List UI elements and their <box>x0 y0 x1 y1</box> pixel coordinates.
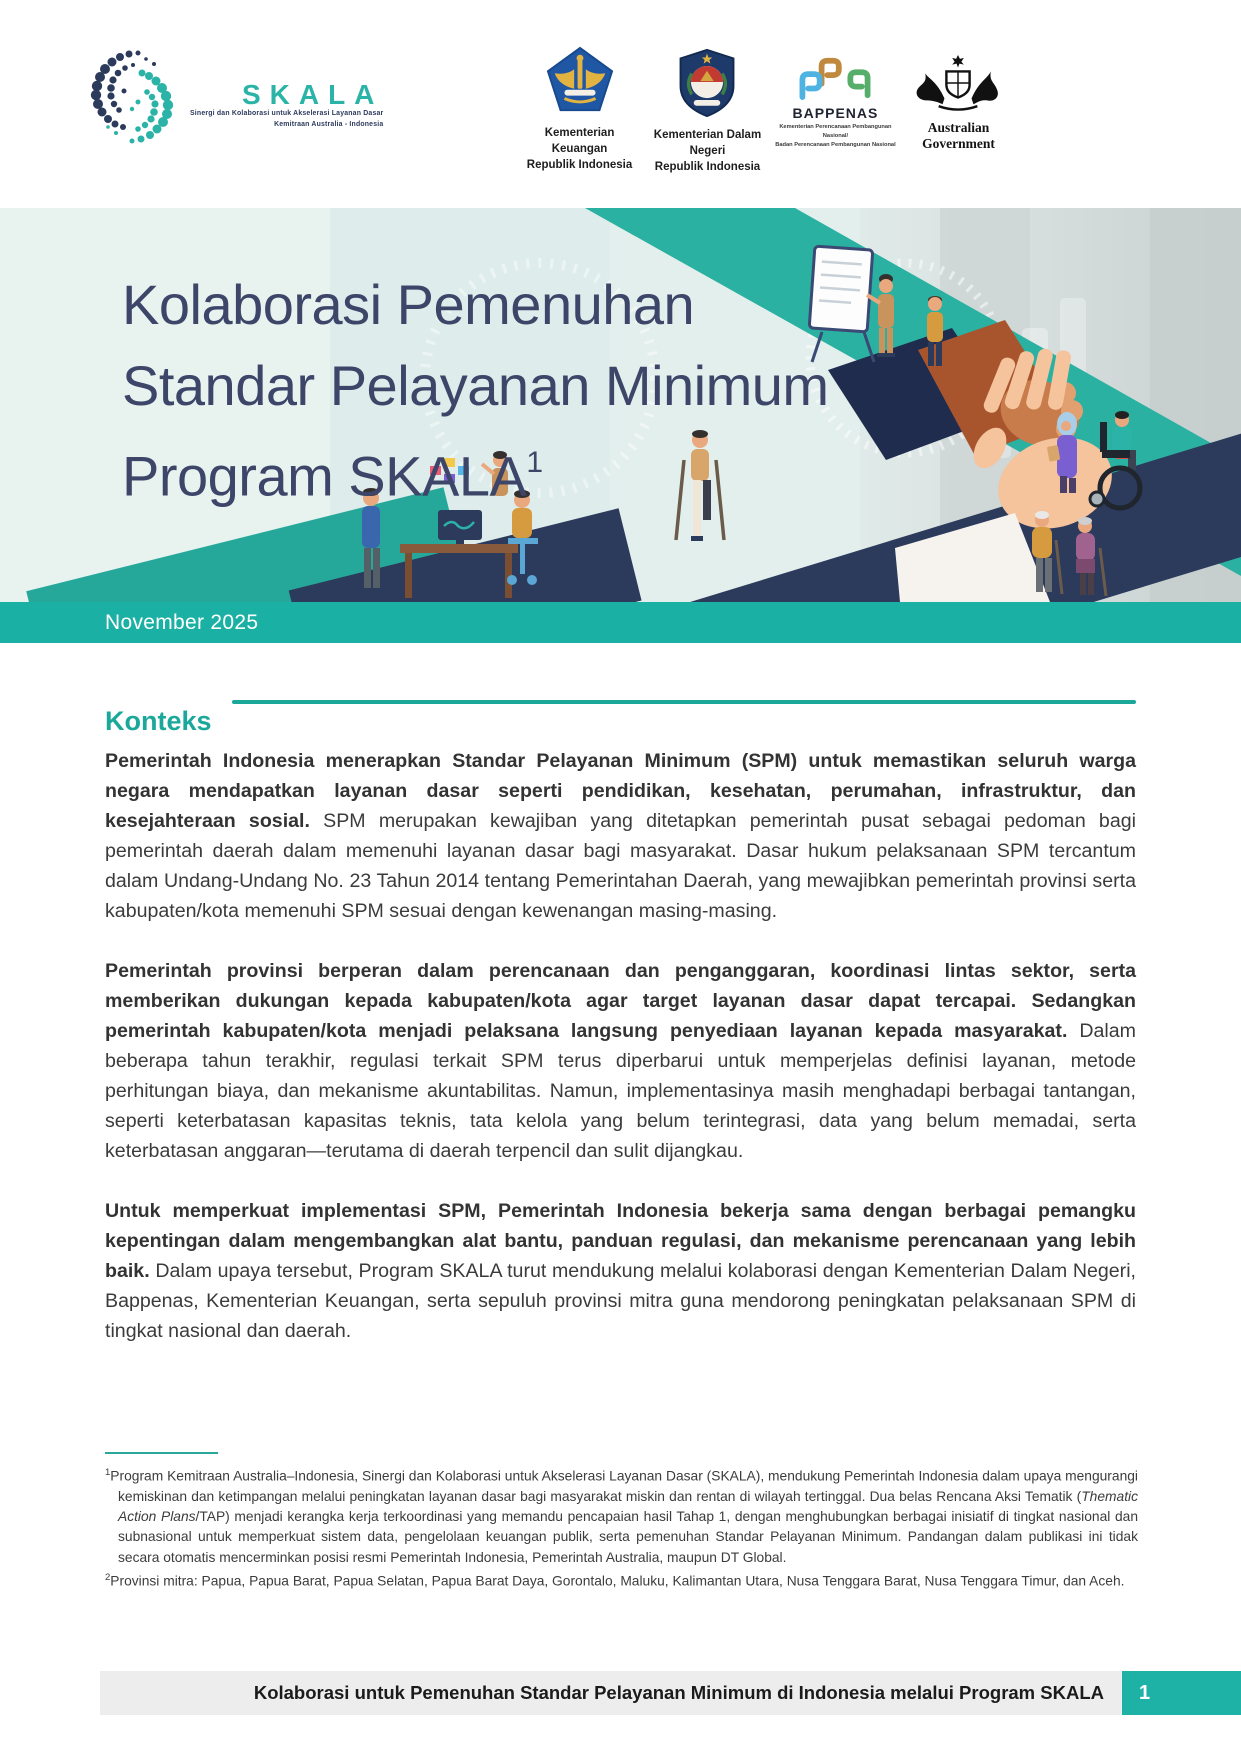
footnotes <box>105 1463 1138 1592</box>
kemendagri-logo-icon <box>677 48 737 118</box>
skala-tagline-2: Kemitraan Australia - Indonesia <box>274 121 384 128</box>
kemendagri-logo <box>641 44 774 175</box>
title-footnote-marker: 1 <box>526 446 543 479</box>
date-bar <box>0 602 1241 643</box>
footer-title-bar <box>100 1671 1122 1715</box>
partner-logos <box>518 44 1020 175</box>
publication-date: November 2025 <box>105 610 259 634</box>
skala-wordmark: SKALA <box>241 79 384 111</box>
page-number-badge: 1 <box>1122 1671 1241 1715</box>
bappenas-sub: Kementerian Perencanaan Pembangunan Nasional/ Badan Perencanaan Pembangunan Nasional <box>775 124 896 148</box>
bappenas-logo-icon <box>789 54 881 100</box>
kemenkeu-logo <box>518 44 641 175</box>
bappenas-logo <box>774 44 897 175</box>
body-text <box>105 746 1136 1376</box>
footer-title: Kolaborasi untuk Pemenuhan Standar Pelayanan Minimum di Indonesia melalui Program SKALA <box>253 1682 1104 1703</box>
paragraph-3: Untuk memperkuat implementasi SPM, Pemerintah Indonesia bekerja sama dengan berbagai pemangku kepentingan dalam mengembangkan alat bantu, panduan regulasi, dan mekanisme perencanaan yang lebih baik. Dalam upaya tersebut, Program SKALA turut mendukung melalui kolaborasi dengan Kementerian Dalam Negeri, Bappenas, Kementerian Keuangan, serta sepuluh provinsi mitra guna mendorong peningkatan pelaksanaan SPM di tingkat nasional dan daerah. <box>105 1200 1136 1342</box>
paragraph-2: Pemerintah provinsi berperan dalam perencanaan dan penganggaran, koordinasi lintas sektor, serta memberikan dukungan kepada kabupaten/kota agar target layanan dasar dapat tercapai. Sedangkan pemerintah kabupaten/kota menjadi pelaksana langsung penyediaan layanan kepada masyarakat. Dalam beberapa tahun terakhir, regulasi terkait SPM terus diperbarui untuk memperjelas definisi layanan, metode perhitungan biaya, dan mekanisme akuntabilitas. Namun, implementasinya masih menghadapi berbagai tantangan, seperti keterbatasan kapasitas teknis, tata kelola yang belum terintegrasi, data yang belum memadai, serta keterbatasan anggaran—terutama di daerah terpencil dan sulit dijangkau. <box>105 960 1136 1162</box>
footnote-divider <box>105 1452 218 1454</box>
bappenas-wordmark: BAPPENAS <box>792 105 879 121</box>
footnote-1: $^1$Program Kemitraan Australia–Indonesia, Sinergi dan Kolaborasi untuk Akselerasi Layanan Dasar (SKALA), mendukung Pemerintah Indonesia dalam upaya mengurangi kemiskinan dan ketimpangan melalui peningkatan layanan dasar bagi masyarakat miskin dan rentan di wilayah tertinggal. Dua belas Rencana Aksi Tematik (Thematic Action Plans/TAP) menjadi kerangka kerja terkoordinasi yang memandu pencapaian hasil Tahap 1, dengan menghubungkan berbagai inisiatif di tingkat nasional dan subnasional untuk memperkuat sistem data, pengelolaan keuangan publik, serta pemenuhan Standar Pelayanan Minimum. Pandangan dalam publikasi ini tidak secara otomatis mencerminkan posisi resmi Pemerintah Indonesia, Pemerintah Australia, maupun DT Global. <box>105 1467 1138 1565</box>
australian-government-label: Australian Government <box>922 120 995 151</box>
paragraph-1: Pemerintah Indonesia menerapkan Standar Pelayanan Minimum (SPM) untuk memastikan seluruh warga negara mendapatkan layanan dasar seperti pendidikan, kesehatan, perumahan, infrastruktur, dan kesejahteraan sosial. SPM merupakan kewajiban yang ditetapkan pemerintah pusat sebagai pedoman bagi pemerintah daerah dalam memenuhi layanan dasar bagi masyarakat. Dasar hukum pelaksanaan SPM tercantum dalam Undang-Undang No. 23 Tahun 2014 tentang Pemerintahan Daerah, yang mewajibkan pemerintah provinsi serta kabupaten/kota memenuhi SPM sesuai dengan kewenangan masing-masing. <box>105 750 1136 922</box>
section-heading-rule <box>232 700 1136 704</box>
title-line-2: Standar Pelayanan Minimum <box>122 354 829 417</box>
header <box>0 38 1241 180</box>
kemendagri-label: Kementerian Dalam Negeri Republik Indonesia <box>653 129 762 174</box>
skala-logo <box>86 46 383 148</box>
page-title <box>122 264 829 517</box>
kemenkeu-label: Kementerian Keuangan Republik Indonesia <box>526 127 633 172</box>
title-line-1: Kolaborasi Pemenuhan <box>122 273 695 336</box>
skala-logo-icon <box>86 46 178 148</box>
section-heading: Konteks <box>105 706 212 737</box>
skala-tagline-1: Sinergi dan Kolaborasi untuk Akselerasi Layanan Dasar <box>190 110 384 118</box>
kemenkeu-logo-icon <box>544 46 616 116</box>
footnote-2: $^2$Provinsi mitra: Papua, Papua Barat, Papua Selatan, Papua Barat Daya, Gorontalo, Maluku, Kalimantan Utara, Nusa Tenggara Barat, Nusa Tenggara Timur, dan Aceh. <box>105 1572 1125 1589</box>
hero-banner <box>0 208 1241 602</box>
australian-government-crest-icon <box>899 54 1017 112</box>
australian-government-logo <box>897 44 1020 175</box>
title-line-3: Program SKALA$^1$ <box>122 444 543 508</box>
